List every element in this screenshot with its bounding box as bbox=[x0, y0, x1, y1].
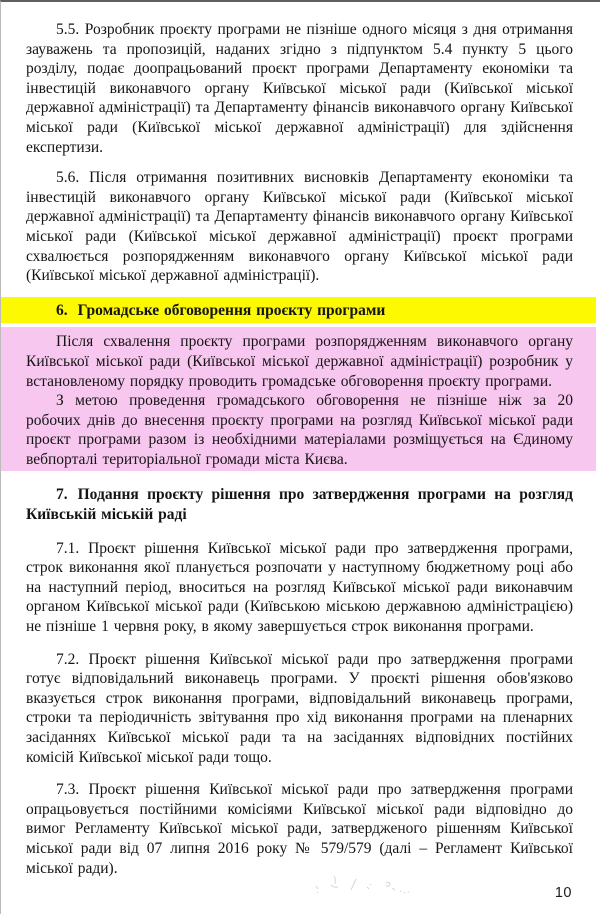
section-7-number: 7. bbox=[56, 486, 68, 504]
paragraph-5-5: 5.5. Розробник проєкту програми не пізніше одного місяця з дня отримання зауважень та пропозицій, наданих згідно з підпунктом 5.4 пункту 5 цього розділу, подає доопрацьований проєкт програми Департаменту економіки та інвестицій виконавчого органу Київської міської ради (Київської міської державної адміністрації) та Департаменту фінансів виконавчого органу Київської міської ради (Київської міської державної адміністрації) для здійснення експертизи. bbox=[26, 21, 573, 156]
section-7-title: Подання проєкту рішення про затвердження програми на розгляд Київській міській раді bbox=[26, 486, 573, 524]
paragraph-7-1: 7.1. Проєкт рішення Київської міської ради про затвердження програми, строк виконання якої планується розпочати у наступному бюджетному році або на наступний період, вноситься на розгляд Київської міської ради виконавчим органом Київської міської ради (Київською міською державною адміністрацією) не пізніше 1 червня року, в якому завершується строк виконання програми. bbox=[26, 539, 573, 636]
paragraph-6-2: З метою проведення громадського обговорення не пізніше ніж за 20 робочих днів до внесення проєкту програми на розгляд Київської міської ради проєкт програми разом із необхідними матеріалами розміщується на Єдиному вебпорталі територіальної громади міста Києва. bbox=[26, 392, 573, 468]
paragraph-5-6: 5.6. Після отримання позитивних висновків Департаменту економіки та інвестицій виконавчого органу Київської міської ради (Київської міської державної адміністрації) та Департаменту фінансів виконавчого органу Київської міської ради (Київської міської державної адміністрації) проєкт програми схвалюється розпорядженням виконавчого органу Київської міської ради (Київської міської державної адміністрації). bbox=[26, 169, 573, 285]
page-number: 10 bbox=[554, 885, 572, 901]
paragraph-7-2: 7.2. Проєкт рішення Київської міської ради про затвердження програми готує відповідальний виконавець програми. У проєкті рішення обов'язково вказується строк виконання програми, відповідальний виконавець програми, строки та періодичність звітування про хід виконання програми на пленарних засіданнях Київської міської ради та на засіданнях відповідних постійних комісій Київської міської ради тощо. bbox=[26, 650, 573, 766]
section-6-title: Громадське обговорення проєкту програми bbox=[77, 301, 386, 319]
document-content bbox=[1, 2, 600, 878]
paragraph-7-3: 7.3. Проєкт рішення Київської міської ради про затвердження програми опрацьовується постійними комісіями Київської міської ради відповідно до вимог Регламенту Київської міської ради, затвердженого рішенням Київської міської ради від 07 липня 2016 року № 579/579 (далі – Регламент Київської міської ради). bbox=[26, 781, 573, 877]
handwritten-mark bbox=[304, 870, 434, 900]
section-6-number: 6. bbox=[56, 301, 68, 319]
section-7-heading bbox=[26, 485, 573, 524]
paragraph-6-1: Після схвалення проєкту програми розпорядженням виконавчого органу Київської міської ради (Київської міської державної адміністрації) розробник у встановленому порядку проводить громадське обговорення проєкту програми. bbox=[26, 333, 573, 390]
section-6-heading bbox=[26, 301, 573, 321]
public-discussion-highlight bbox=[1, 327, 596, 471]
section-6-heading-highlight bbox=[1, 297, 596, 324]
